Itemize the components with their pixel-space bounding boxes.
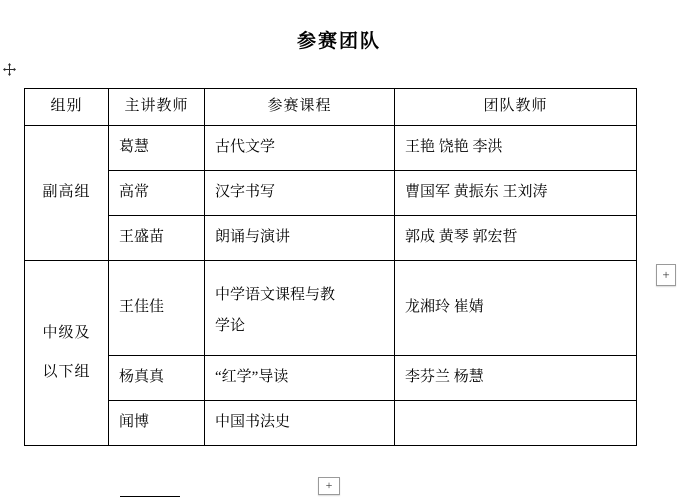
- cell-team-teachers: 王艳 饶艳 李洪: [395, 126, 637, 171]
- cell-lead-teacher: 闻博: [109, 401, 205, 446]
- move-cross-icon[interactable]: [2, 62, 17, 77]
- cell-course: “红学”导读: [205, 356, 395, 401]
- cell-course: [205, 261, 395, 356]
- cell-team-teachers: 李芬兰 杨慧: [395, 356, 637, 401]
- group-label-line2: 以下组: [42, 364, 91, 380]
- cell-lead-teacher: 高常: [109, 171, 205, 216]
- cell-team-teachers: 曹国军 黄振东 王刘涛: [395, 171, 637, 216]
- cell-team-teachers: [395, 401, 637, 446]
- cell-course-line1: 中学语文课程与教: [215, 286, 336, 303]
- table-header-row: [25, 89, 637, 126]
- table-row: [25, 356, 637, 401]
- cell-course: 古代文学: [205, 126, 395, 171]
- page-title: 参赛团队: [296, 31, 381, 52]
- group-label-line1: 中级及: [42, 325, 91, 341]
- column-header-lead-teacher: 主讲教师: [109, 89, 205, 126]
- cell-course: 朗诵与演讲: [205, 216, 395, 261]
- table-row: [25, 126, 637, 171]
- team-table: [24, 88, 637, 446]
- table-row: [25, 401, 637, 446]
- team-table-container: [24, 88, 636, 446]
- group-cell-senior: 副高组: [25, 126, 109, 261]
- group-cell-intermediate: [25, 261, 109, 446]
- cell-lead-teacher: 杨真真: [109, 356, 205, 401]
- cell-course: 汉字书写: [205, 171, 395, 216]
- table-row: [25, 216, 637, 261]
- column-header-team-teachers: 团队教师: [395, 89, 637, 126]
- cell-team-teachers: 龙湘玲 崔婧: [395, 261, 637, 356]
- table-row: [25, 261, 637, 356]
- cell-course-line2: 学论: [215, 318, 246, 334]
- cell-lead-teacher: 王盛苗: [109, 216, 205, 261]
- cell-course: 中国书法史: [205, 401, 395, 446]
- cell-lead-teacher: 王佳佳: [109, 261, 205, 356]
- column-header-course: 参赛课程: [205, 89, 395, 126]
- add-row-button[interactable]: +: [318, 477, 340, 495]
- add-column-button[interactable]: +: [656, 264, 676, 286]
- cell-lead-teacher: 葛慧: [109, 126, 205, 171]
- table-row: [25, 171, 637, 216]
- cell-team-teachers: 郭成 黄琴 郭宏哲: [395, 216, 637, 261]
- column-header-group: 组别: [25, 89, 109, 126]
